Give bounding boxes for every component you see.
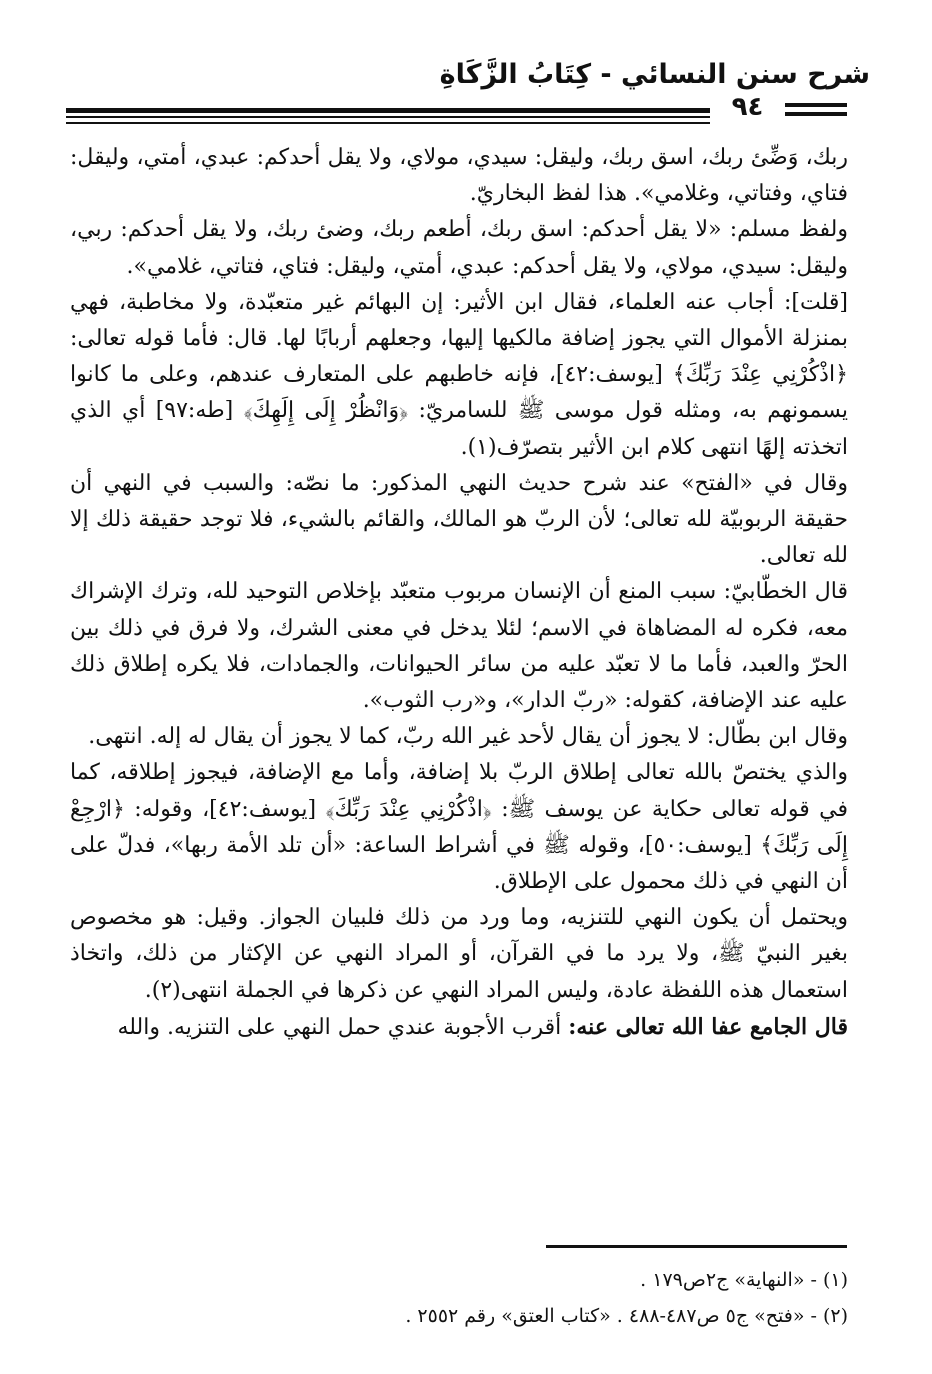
paragraph: قال الخطّابيّ: سبب المنع أن الإنسان مربوب متعبّد بإخلاص التوحيد لله، وترك الإشراك معه، فكره له المضاهاة في الاسم؛ لئلا يدخل في معنى الشرك، ولا فرق في ذلك بين الحرّ والعبد، فأما ما لا تعبّد عليه من سائر الحيوانات، والجمادات، فلا يكره إطلاق ذلك عليه عند الإضافة، كقوله: «ربّ الدار»، و«رب الثوب». <box>70 579 848 714</box>
page-number-rule-bottom <box>785 112 847 116</box>
running-header-title: شرح سنن النسائي - كِتَابُ الزَّكَاةِ <box>439 59 870 90</box>
main-text <box>70 140 848 1046</box>
page-number: ٩٤ <box>731 92 764 122</box>
page-number-rule-top <box>785 103 847 107</box>
paragraph: [قلت]: أجاب عنه العلماء، فقال ابن الأثير: إن البهائم غير متعبّدة، ولا مخاطبة، فهي بمنزلة الأموال التي يجوز إضافة مالكيها إليها، وجعلهم أربابًا لها. قال: فأما قوله تعالى: ﴿اذْكُرْنِي عِنْدَ رَبِّكَ﴾ [يوسف:٤٢]، فإنه خاطبهم على المتعارف عندهم، وعلى ما كانوا يسمونهم به، ومثله قول موسى ﷺ للسامريّ: ﴿وَانْظُرْ إِلَى إِلَهِكَ﴾ [طه:٩٧] أي الذي اتخذته إلهًا انتهى كلام ابن الأثير بتصرّف(١). <box>70 289 848 460</box>
footnote-separator <box>546 1245 847 1248</box>
header-rule-thin-lower <box>66 122 710 124</box>
bold-lead: قال الجامع عفا الله تعالى عنه: <box>568 1013 848 1040</box>
paragraph: ربك، وَضِّئ ربك، اسق ربك، وليقل: سيدي، مولاي، ولا يقل أحدكم: عبدي، أمتي، وليقل: فتاي، وفتاتي، وغلامي». هذا لفظ البخاريّ. <box>70 145 848 207</box>
footnotes <box>280 1262 848 1334</box>
paragraph: ويحتمل أن يكون النهي للتنزيه، وما ورد من ذلك فلبيان الجواز. وقيل: هو مخصوص بغير النبيّ ﷺ، ولا يرد ما في القرآن، أو المراد النهي عن الإكثار من ذلك، واتخاذ استعمال هذه اللفظة عادة، وليس المراد النهي عن ذكرها في الجملة انتهى(٢). <box>70 905 848 1003</box>
header-rule-thin <box>66 116 710 118</box>
paragraph: وقال في «الفتح» عند شرح حديث النهي المذكور: ما نصّه: والسبب في النهي أن حقيقة الربوبيّة لله تعالى؛ لأن الربّ هو المالك، والقائم بالشيء، فلا توجد حقيقة ذلك إلا لله تعالى. <box>70 470 848 569</box>
footnote-1: (١) - «النهاية» ج٢ص١٧٩ . <box>640 1269 848 1291</box>
footnote-2: (٢) - «فتح» ج٥ ص٤٨٧-٤٨٨ . «كتاب العتق» رقم ٢٥٥٢ . <box>405 1305 848 1327</box>
paragraph: والذي يختصّ بالله تعالى إطلاق الربّ بلا إضافة، وأما مع الإضافة، فيجوز إطلاقه، كما في قوله تعالى حكاية عن يوسف ﷺ: ﴿اذْكُرْنِي عِنْدَ رَبِّكَ﴾ [يوسف:٤٢]، وقوله: ﴿ارْجِعْ إِلَى رَبِّكَ﴾ [يوسف:٥٠]، وقوله ﷺ في أشراط الساعة: «أن تلد الأمة ربها»، فدلّ على أن النهي في ذلك محمول على الإطلاق. <box>70 760 849 895</box>
header-rule-thick <box>66 108 710 113</box>
closing-paragraph <box>70 1009 848 1046</box>
paragraph: وقال ابن بطّال: لا يجوز أن يقال لأحد غير الله ربّ، كما لا يجوز أن يقال له إله. انتهى. <box>88 724 848 750</box>
closing-text: أقرب الأجوبة عندي حمل النهي على التنزيه. والله <box>117 1014 569 1040</box>
paragraph: ولفظ مسلم: «لا يقل أحدكم: اسق ربك، أطعم ربك، وضئ ربك، ولا يقل أحدكم: ربي، وليقل: سيدي، مولاي، ولا يقل أحدكم: عبدي، أمتي، وليقل: فتاي، فتاتي، غلامي». <box>70 217 848 279</box>
